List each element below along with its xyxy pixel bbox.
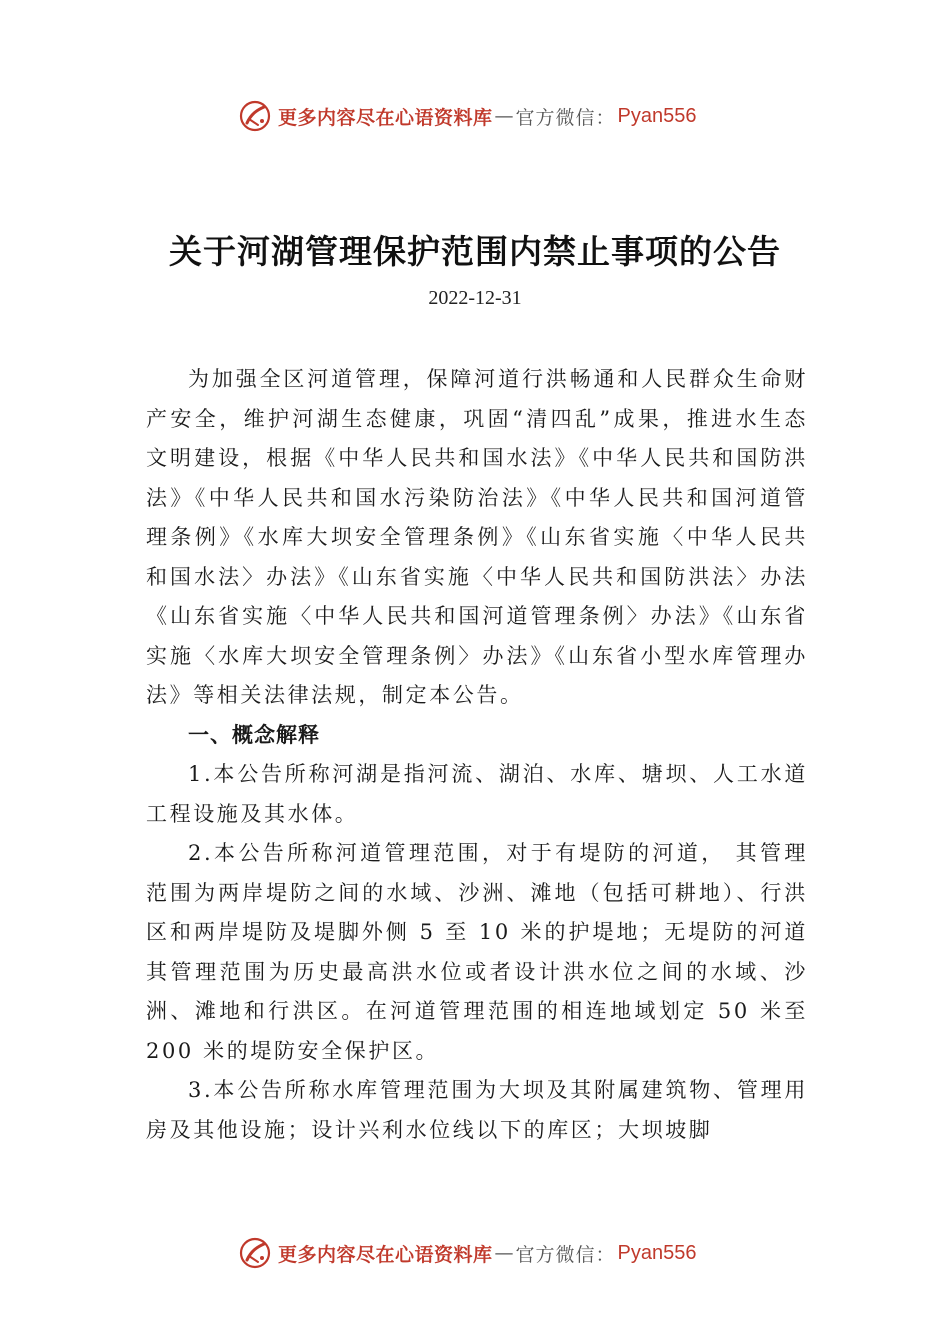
paragraph-item-2: 2.本公告所称河道管理范围，对于有堤防的河道， 其管理范围为两岸堤防之间的水域、沙洲、滩地（包括可耕地）、行洪区和两岸堤防及堤脚外侧 5 至 10 米的护堤地；无堤防的河道其管理范围为历史最高洪水位或者设计洪水位之间的水域、沙洲、滩地和行洪区。在河道管理范围的相连地域划定 50 米至 200 米的堤防安全保护区。 <box>146 841 808 1063</box>
paragraph-item-3: 3.本公告所称水库管理范围为大坝及其附属建筑物、管理用房及其他设施；设计兴利水位线以下的库区；大坝坡脚 <box>146 1078 808 1142</box>
watermark-wechat-id: Pyan556 <box>617 1241 697 1264</box>
paragraph-intro: 为加强全区河道管理，保障河道行洪畅通和人民群众生命财产安全，维护河湖生态健康，巩固“清四乱”成果，推进水生态文明建设，根据《中华人民共和国水法》《中华人民共和国防洪法》《中华人民共和国水污染防治法》《中华人民共和国河道管理条例》《水库大坝安全管理条例》《山东省实施〈中华人民共和国水法〉办法》《山东省实施〈中华人民共和国防洪法〉办法《山东省实施〈中华人民共和国河道管理条例〉办法》《山东省实施〈水库大坝安全管理条例〉办法》《山东省小型水库管理办法》等相关法律法规，制定本公告。 <box>146 367 808 707</box>
watermark-text: 更多内容尽在心语资料库 <box>278 1243 493 1266</box>
watermark-wechat-label: 官方微信： <box>515 106 616 129</box>
watermark-wechat-label: 官方微信： <box>515 1243 616 1266</box>
section-heading-concepts: 一、概念解释 <box>188 722 320 747</box>
watermark-separator: — <box>494 1242 514 1264</box>
brush-logo-icon <box>238 99 272 133</box>
watermark-text: 更多内容尽在心语资料库 <box>278 106 493 129</box>
document-title: 关于河湖管理保护范围内禁止事项的公告 <box>169 232 781 271</box>
brush-logo-icon <box>238 1236 272 1270</box>
watermark-banner-top <box>238 96 697 136</box>
document-date: 2022-12-31 <box>428 287 522 309</box>
document-body <box>146 360 808 1150</box>
watermark-banner-bottom <box>238 1233 697 1273</box>
watermark-separator: — <box>494 105 514 127</box>
watermark-wechat-id: Pyan556 <box>617 104 697 127</box>
paragraph-item-1: 1.本公告所称河湖是指河流、湖泊、水库、塘坝、人工水道工程设施及其水体。 <box>146 762 808 826</box>
